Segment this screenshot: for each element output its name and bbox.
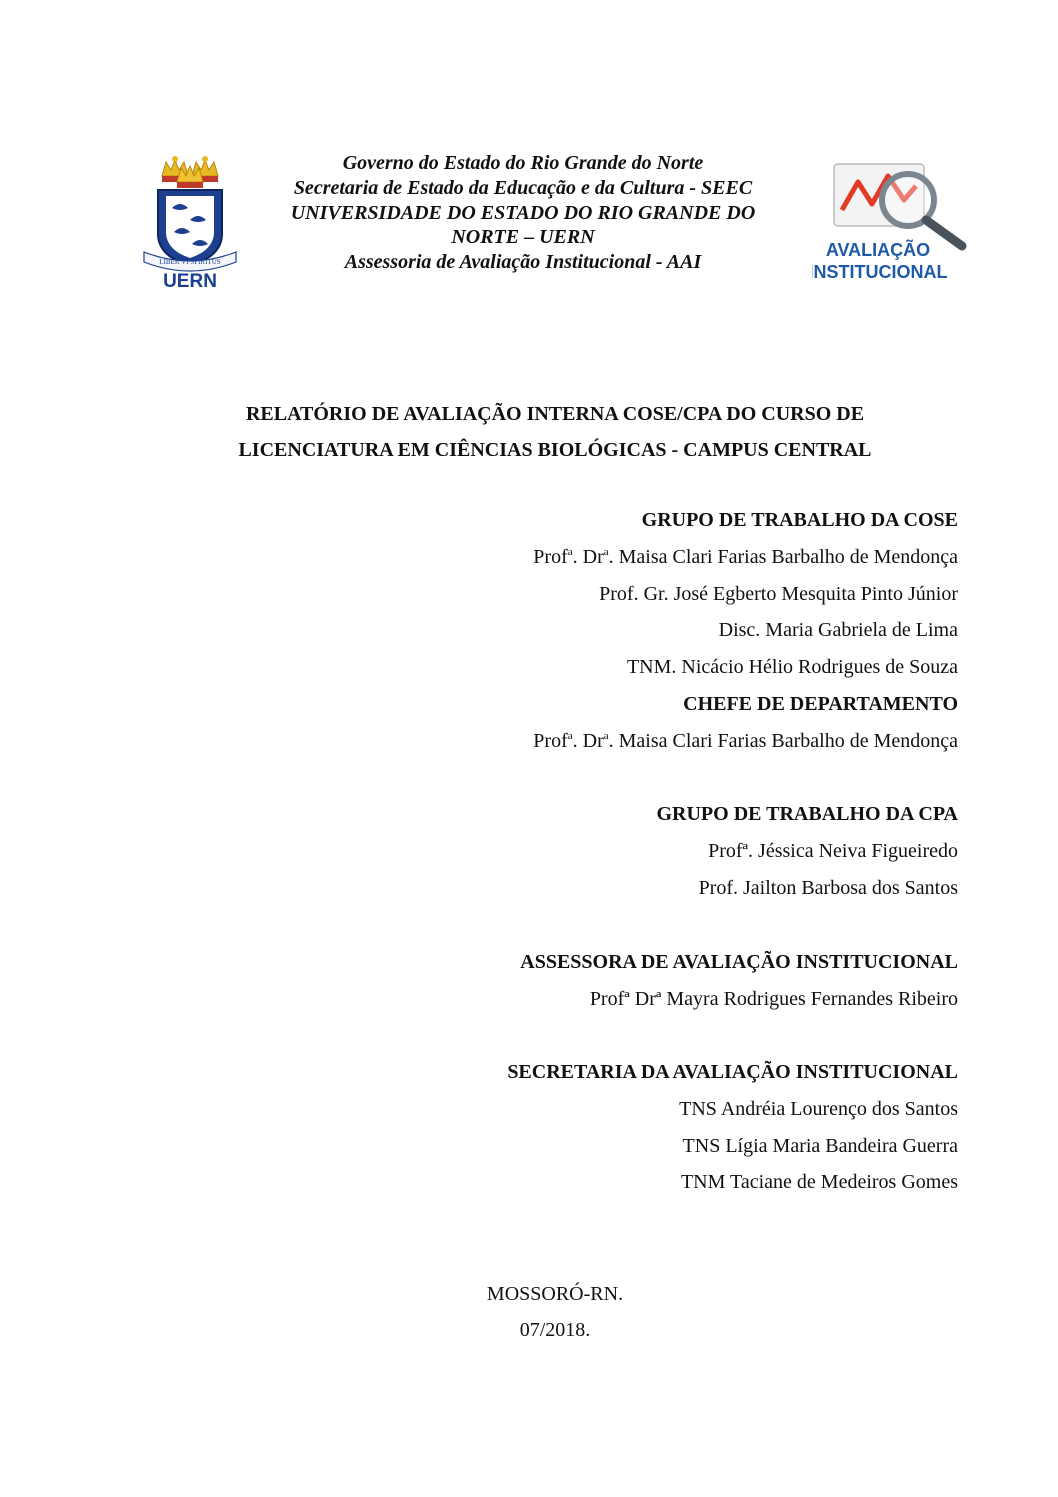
secretaria-member: TNS Lígia Maria Bandeira Guerra [682,1134,958,1157]
assessora-heading: ASSESSORA DE AVALIAÇÃO INSTITUCIONAL [520,951,958,973]
aval-logo-label-line2: INSTITUCIONAL [812,262,948,282]
cose-member: Prof$^a$. Dr$^a$. Maisa Clari Farias Barbalho de Mendonça [533,545,958,568]
cpa-member: Profª. Jéssica Neiva Figueiredo [708,839,958,862]
header-line-government: Governo do Estado do Rio Grande do Norte [342,152,704,174]
assessora-member: Profª Drª Mayra Rodrigues Fernandes Ribeiro [589,987,958,1010]
avaliacao-institucional-logo [812,160,970,286]
report-title-line1: RELATÓRIO DE AVALIAÇÃO INTERNA COSE/CPA DO CURSO DE [245,403,865,425]
aval-logo-label-line1: AVALIAÇÃO [825,240,931,260]
report-title-line2: LICENCIATURA EM CIÊNCIAS BIOLÓGICAS - CAMPUS CENTRAL [238,439,872,461]
chefe-heading: CHEFE DE DEPARTAMENTO [683,692,958,715]
footer-city: MOSSORÓ-RN. [486,1283,624,1305]
cose-member: TNM. Nicácio Hélio Rodrigues de Souza [626,656,958,679]
cpa-section [656,796,958,906]
footer-date: 07/2018. [519,1319,591,1341]
uern-logo [140,156,240,290]
chefe-member: Prof$^a$. Dr$^a$. Maisa Clari Farias Barbalho de Mendonça [533,729,958,752]
uern-motto: LIBER VI SPIRITUS [159,258,221,266]
report-title [150,396,960,468]
secretaria-heading: SECRETARIA DA AVALIAÇÃO INSTITUCIONAL [507,1061,958,1083]
footer [380,1276,730,1348]
cose-member: Prof. Gr. José Egberto Mesquita Pinto Júnior [599,582,958,605]
crown-icon [162,156,218,188]
cpa-heading: GRUPO DE TRABALHO DA CPA [656,803,958,825]
assessora-section [520,944,958,1018]
secretaria-member: TNM Taciane de Medeiros Gomes [680,1171,958,1194]
uern-logo-label: UERN [163,271,217,290]
magnifier-icon [882,174,962,246]
cose-section [533,502,958,760]
header-line-office: Assessoria de Avaliação Institucional - AAI [344,251,702,274]
cose-member: Disc. Maria Gabriela de Lima [718,619,958,642]
institution-header [258,151,788,275]
header-line-university-cont: NORTE – UERN [451,226,595,249]
cose-heading: GRUPO DE TRABALHO DA COSE [641,509,958,531]
secretaria-member: TNS Andréia Lourenço dos Santos [679,1097,958,1120]
header-line-secretariat: Secretaria de Estado da Educação e da Cultura - SEEC [293,176,753,199]
cpa-member: Prof. Jailton Barbosa dos Santos [698,876,958,899]
secretaria-section [507,1054,958,1201]
header-line-university: UNIVERSIDADE DO ESTADO DO RIO GRANDE DO [290,201,756,224]
shield-icon [158,190,222,266]
